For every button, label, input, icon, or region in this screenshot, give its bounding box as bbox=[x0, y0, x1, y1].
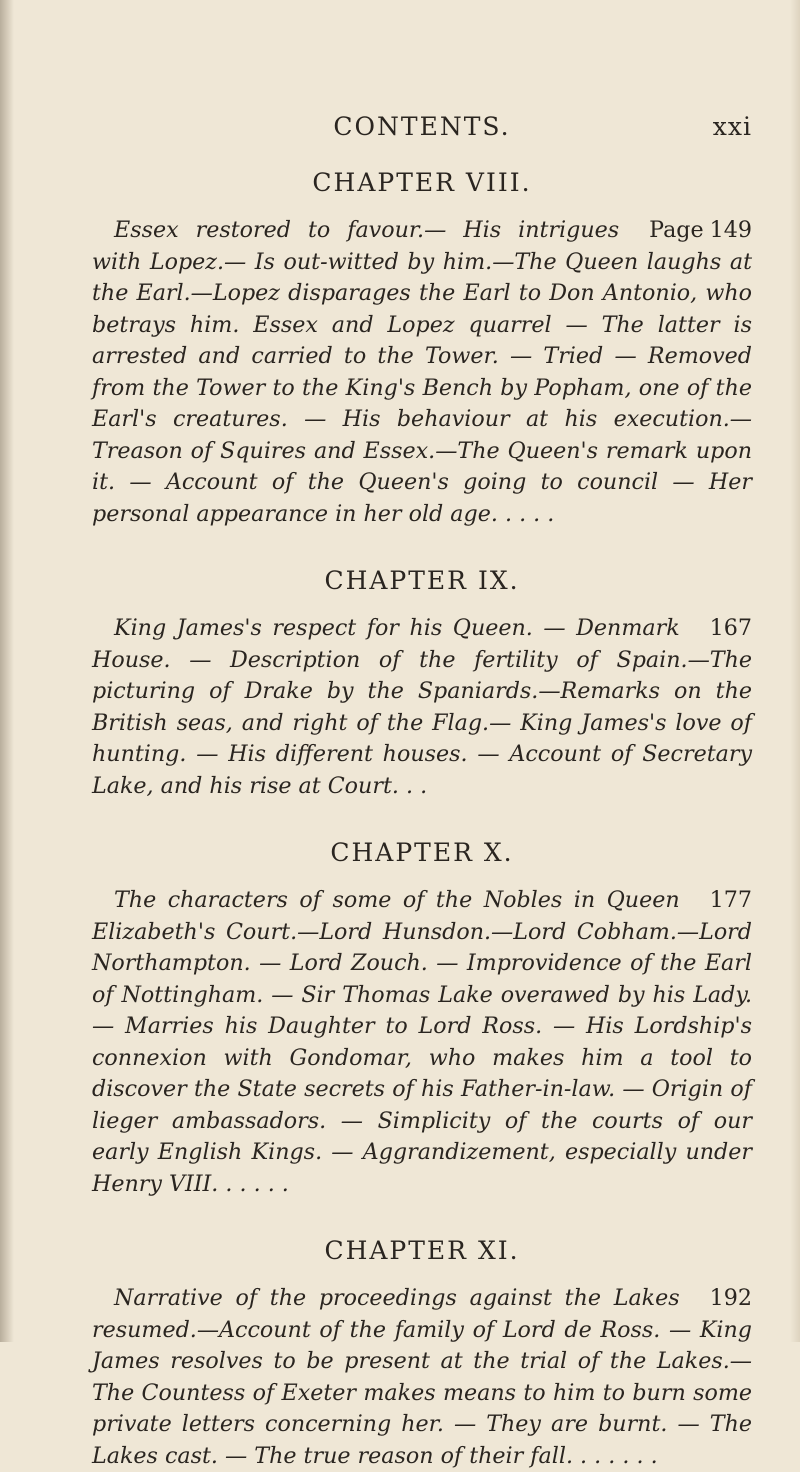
chapter-heading: CHAPTER IX. bbox=[324, 566, 520, 595]
chapter-summary bbox=[92, 215, 752, 530]
chapter-summary bbox=[92, 1283, 752, 1472]
chapter-entry-x bbox=[92, 838, 752, 1200]
chapter-summary-text: The characters of some of the Nobles in Queen Elizabeth's Court.—Lord Hunsdon.—Lord Cobham.—Lord Northampton. — Lord Zouch. — Improvidence of the Earl of Nottingham. — Sir Thomas Lake overawed by his Lady.— Marries his Daughter to Lord Ross. — His Lordship's connexion with Gondomar, who makes him a tool to discover the State secrets of his Father-in-law. — Origin of lieger ambassadors. — Simplicity of the courts of our early English Kings. — Aggrandizement, especially under Henry VIII. . . . . . bbox=[92, 887, 752, 1197]
page-label: Page bbox=[649, 217, 704, 243]
chapter-summary-text: King James's respect for his Queen. — Denmark House. — Description of the fertility of Spain.—The picturing of Drake by the Spaniards.—Remarks on the British seas, and right of the Flag.— King James's love of hunting. — His different houses. — Account of Secretary Lake, and his rise at Court. . . bbox=[92, 615, 752, 799]
page-edge bbox=[790, 0, 800, 1342]
page-reference-number: 167 bbox=[709, 615, 752, 641]
contents-page bbox=[92, 112, 752, 1472]
chapter-heading: CHAPTER X. bbox=[330, 838, 514, 867]
chapter-heading: CHAPTER VIII. bbox=[312, 168, 532, 197]
chapter-summary-text: Essex restored to favour.— His intrigues with Lopez.— Is out-witted by him.—The Queen laughs at the Earl.—Lopez disparages the Earl to Don Antonio, who betrays him. Essex and Lopez quarrel — The latter is arrested and carried to the Tower. — Tried — Removed from the Tower to the King's Bench by Popham, one of the Earl's creatures. — His behaviour at his execution.—Treason of Squires and Essex.—The Queen's remark upon it. — Account of the Queen's going to council — Her personal appearance in her old age. . . . . bbox=[92, 217, 752, 527]
chapter-summary-text: Narrative of the proceedings against the Lakes resumed.—Account of the family of Lord de Ross. — King James resolves to be present at the trial of the Lakes.—The Countess of Exeter makes means to him to burn some private letters concerning her. — They are burnt. — The Lakes cast. — The true reason of their fall. . . . . . . bbox=[92, 1285, 752, 1469]
chapter-entry-xi bbox=[92, 1236, 752, 1472]
page-reference-number: 192 bbox=[709, 1285, 752, 1311]
running-head bbox=[92, 112, 752, 152]
page-reference bbox=[627, 215, 752, 247]
running-head-title: CONTENTS. bbox=[333, 112, 511, 141]
page-gutter-shadow bbox=[0, 0, 14, 1342]
chapter-heading: CHAPTER XI. bbox=[324, 1236, 520, 1265]
page-reference-number: 177 bbox=[709, 887, 752, 913]
chapter-entry-viii bbox=[92, 168, 752, 530]
chapter-summary bbox=[92, 613, 752, 802]
chapter-summary bbox=[92, 885, 752, 1200]
page-reference-number: 149 bbox=[709, 217, 752, 243]
chapter-entry-ix bbox=[92, 566, 752, 802]
page-number: xxi bbox=[712, 112, 752, 141]
